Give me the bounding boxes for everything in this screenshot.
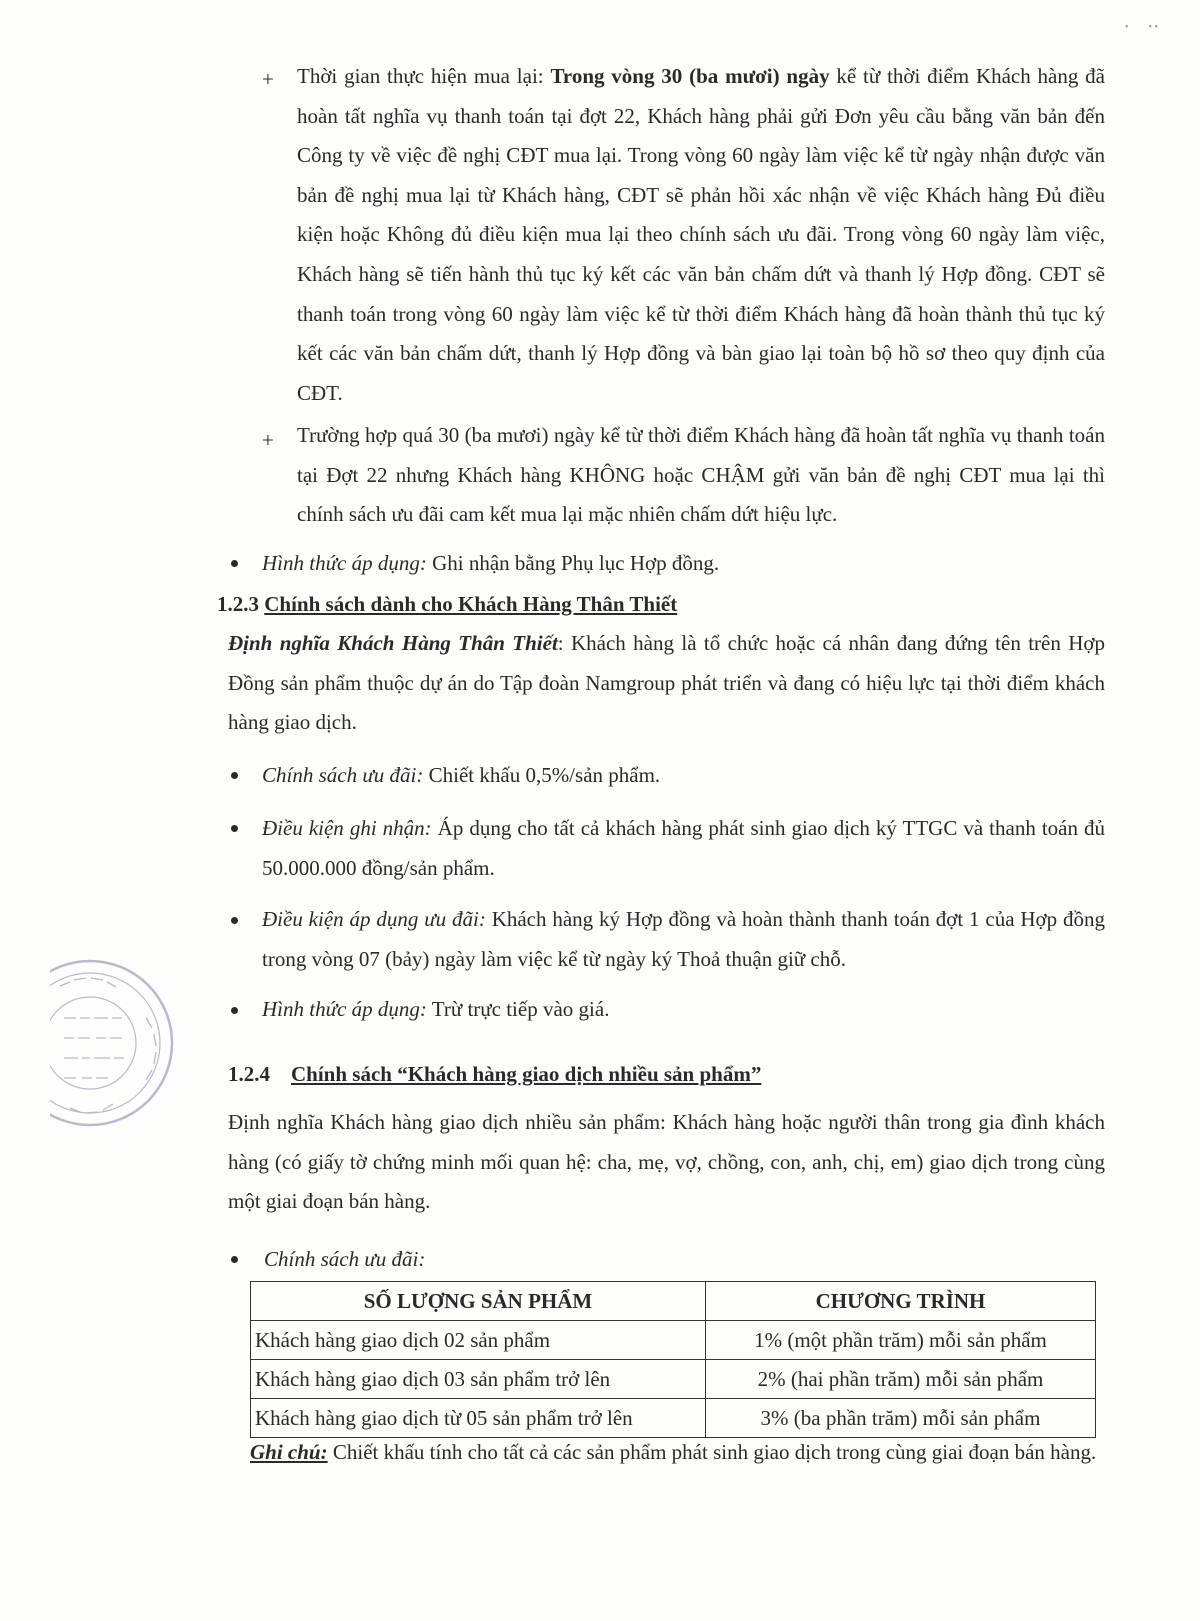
- bullet-text: Chiết khấu 0,5%/sản phẩm.: [423, 763, 661, 787]
- loyal-bullet-item: [262, 756, 1105, 796]
- repurchase-apply-paragraph: [262, 544, 1105, 584]
- table-header-cell: SỐ LƯỢNG SẢN PHẨM: [251, 1282, 706, 1321]
- plus-marker: +: [262, 428, 274, 452]
- repurchase-apply-label: Hình thức áp dụng:: [262, 551, 427, 575]
- multi-policy-label: Chính sách ưu đãi:: [264, 1247, 426, 1271]
- repurchase-apply-value: Ghi nhận bằng Phụ lục Hợp đồng.: [426, 551, 720, 575]
- section-heading-loyal: [217, 589, 677, 619]
- table-cell: 1% (một phần trăm) mỗi sản phẩm: [706, 1321, 1096, 1360]
- bullet-label: Điều kiện ghi nhận:: [262, 816, 432, 840]
- repurchase-time-prefix: Thời gian thực hiện mua lại:: [297, 64, 551, 88]
- loyal-bullet-item: [262, 809, 1105, 888]
- repurchase-time-rest: kể từ thời điểm Khách hàng đã hoàn tất nghĩa vụ thanh toán tại đợt 22, Khách hàng phải gửi Đơn yêu cầu bằng văn bản đến Công ty về việc đề nghị CĐT mua lại. Trong vòng 60 ngày làm việc kể từ ngày nhận được văn bản đề nghị mua lại từ Khách hàng, CĐT sẽ phản hồi xác nhận về việc Khách hàng Đủ điều kiện hoặc Không đủ điều kiện mua lại theo chính sách ưu đãi. Trong vòng 60 ngày làm việc, Khách hàng sẽ tiến hành thủ tục ký kết các văn bản chấm dứt và thanh lý Hợp đồng. CĐT sẽ thanh toán trong vòng 60 ngày làm việc kể từ thời điểm Khách hàng đã hoàn thành thủ tục ký kết các văn bản chấm dứt, thanh lý Hợp đồng và bàn giao lại toàn bộ hồ sơ theo quy định của CĐT.: [297, 64, 1106, 405]
- repurchase-time-paragraph: [297, 57, 1105, 413]
- table-header-row: [251, 1282, 1096, 1321]
- loyal-bullet-item: [262, 990, 1105, 1030]
- table-cell: Khách hàng giao dịch từ 05 sản phẩm trở lên: [251, 1399, 706, 1438]
- loyal-bullet-item: [262, 900, 1105, 979]
- bullet-dot: [231, 917, 238, 924]
- repurchase-overdue-paragraph: Trường hợp quá 30 (ba mươi) ngày kể từ thời điểm Khách hàng đã hoàn tất nghĩa vụ thanh toán tại Đợt 22 nhưng Khách hàng KHÔNG hoặc CHẬM gửi văn bản đề nghị CĐT mua lại thì chính sách ưu đãi cam kết mua lại mặc nhiên chấm dứt hiệu lực.: [297, 423, 1105, 527]
- loyal-definition-label: Định nghĩa Khách Hàng Thân Thiết: [228, 631, 558, 655]
- bullet-text: Khách hàng ký Hợp đồng và hoàn thành thanh toán đợt 1 của Hợp đồng trong vòng 07 (bảy) ngày làm việc kể từ ngày ký Thoả thuận giữ chỗ.: [262, 907, 1105, 971]
- company-stamp: [50, 958, 190, 1128]
- bullet-text: Áp dụng cho tất cả khách hàng phát sinh giao dịch ký TTGC và thanh toán đủ 50.000.000 đồng/sản phẩm.: [262, 816, 1106, 880]
- bullet-dot: [231, 825, 238, 832]
- table-cell: 2% (hai phần trăm) mỗi sản phẩm: [706, 1360, 1096, 1399]
- note-text: Chiết khấu tính cho tất cả các sản phẩm phát sinh giao dịch trong cùng giai đoạn bán hàng.: [327, 1440, 1097, 1464]
- bullet-dot: [231, 560, 238, 567]
- loyal-definition-text: : Khách hàng là tổ chức hoặc cá nhân đang đứng tên trên Hợp Đồng sản phẩm thuộc dự án do Tập đoàn Namgroup phát triển và đang có hiệu lực tại thời điểm khách hàng giao dịch.: [228, 631, 1105, 735]
- scan-specks: • • •: [1124, 22, 1158, 33]
- bullet-dot: [231, 1007, 238, 1014]
- table-cell: Khách hàng giao dịch 02 sản phẩm: [251, 1321, 706, 1360]
- bullet-label: Chính sách ưu đãi:: [262, 763, 424, 787]
- policy-table: [250, 1281, 1096, 1438]
- table-header-cell: CHƯƠNG TRÌNH: [706, 1282, 1096, 1321]
- section-number: 1.2.3: [217, 592, 259, 616]
- table-cell: 3% (ba phần trăm) mỗi sản phẩm: [706, 1399, 1096, 1438]
- table-cell: Khách hàng giao dịch 03 sản phẩm trở lên: [251, 1360, 706, 1399]
- plus-marker: +: [262, 67, 274, 91]
- table-row: [251, 1360, 1096, 1399]
- bullet-dot: [231, 772, 238, 779]
- loyal-definition-paragraph: [228, 624, 1105, 743]
- table-row: [251, 1321, 1096, 1360]
- section-title: Chính sách “Khách hàng giao dịch nhiều sản phẩm”: [291, 1062, 762, 1086]
- bullet-text: Trừ trực tiếp vào giá.: [426, 997, 610, 1021]
- multi-policy-label-row: [264, 1240, 1104, 1280]
- section-heading-multi: [228, 1059, 761, 1089]
- bullet-label: Điều kiện áp dụng ưu đãi:: [262, 907, 486, 931]
- repurchase-time-bold: Trong vòng 30 (ba mươi) ngày: [550, 64, 830, 88]
- section-number: 1.2.4: [228, 1062, 270, 1086]
- note-paragraph: [250, 1433, 1105, 1473]
- note-label: Ghi chú:: [250, 1440, 328, 1464]
- bullet-dot: [231, 1256, 238, 1263]
- multi-definition-paragraph: Định nghĩa Khách hàng giao dịch nhiều sản phẩm: Khách hàng hoặc người thân trong gia đình khách hàng (có giấy tờ chứng minh mối quan hệ: cha, mẹ, vợ, chồng, con, anh, chị, em) giao dịch trong cùng một giai đoạn bán hàng.: [228, 1110, 1105, 1214]
- section-title: Chính sách dành cho Khách Hàng Thân Thiết: [264, 592, 678, 616]
- table-row: [251, 1399, 1096, 1438]
- bullet-label: Hình thức áp dụng:: [262, 997, 427, 1021]
